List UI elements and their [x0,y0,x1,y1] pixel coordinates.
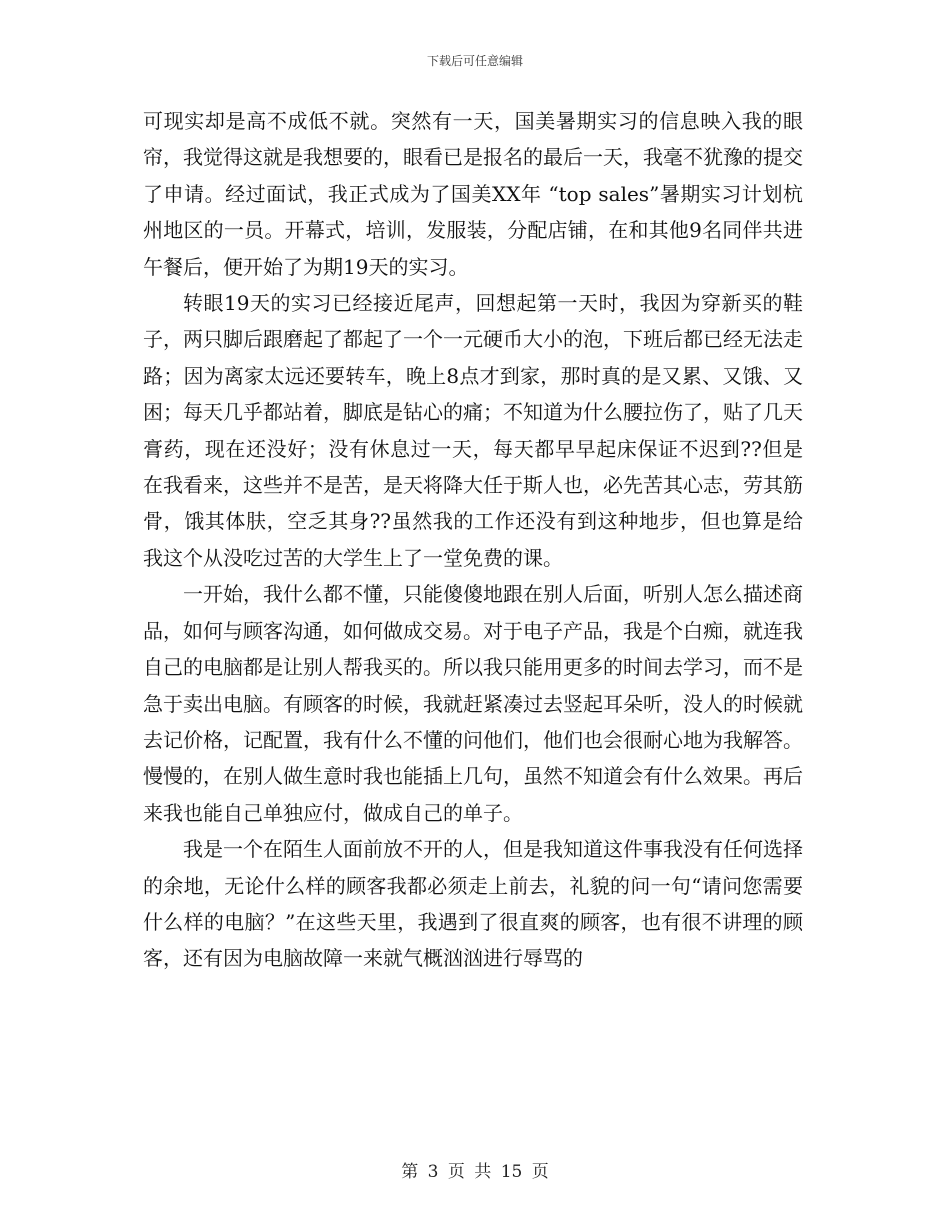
paragraph-2: 转眼19天的实习已经接近尾声，回想起第一天时，我因为穿新买的鞋子，两只脚后跟磨起了都起了一个一元硬币大小的泡，下班后都已经无法走路；因为离家太远还要转车，晚上8点才到家，那时真的是又累、又饿、又困；每天几乎都站着，脚底是钻心的痛；不知道为什么腰拉伤了，贴了几天膏药，现在还没好；没有休息过一天，每天都早早起床保证不迟到??但是在我看来，这些并不是苦，是天将降大任于斯人也，必先苦其心志，劳其筋骨，饿其体肤，空乏其身??虽然我的工作还没有到这种地步，但也算是给我这个从没吃过苦的大学生上了一堂免费的课。 [143,291,803,570]
page-footer: 第 3 页 共 15 页 [401,1162,549,1182]
paragraph-1: 可现实却是高不成低不就。突然有一天，国美暑期实习的信息映入我的眼帘，我觉得这就是我想要的，眼看已是报名的最后一天，我毫不犹豫的提交了申请。经过面试，我正式成为了国美XX年 “top sales”暑期实习计划杭州地区的一员。开幕式，培训，发服装，分配店铺，在和其他9名同伴共进午餐后，便开始了为期19天的实习。 [143,109,803,279]
paragraph-3: 一开始，我什么都不懂，只能傻傻地跟在别人后面，听别人怎么描述商品，如何与顾客沟通，如何做成交易。对于电子产品，我是个白痴，就连我自己的电脑都是让别人帮我买的。所以我只能用更多的时间去学习，而不是急于卖出电脑。有顾客的时候，我就赶紧凑过去竖起耳朵听，没人的时候就去记价格，记配置，我有什么不懂的问他们，他们也会很耐心地为我解答。慢慢的，在别人做生意时我也能插上几句，虽然不知道会有什么效果。再后来我也能自己单独应付，做成自己的单子。 [143,582,803,825]
paragraph-4: 我是一个在陌生人面前放不开的人，但是我知道这件事我没有任何选择的余地，无论什么样的顾客我都必须走上前去，礼貌的问一句“请问您需要什么样的电脑？”在这些天里，我遇到了很直爽的顾客，也有很不讲理的顾客，还有因为电脑故障一来就气概汹汹进行辱骂的 [143,837,803,971]
document-body [143,103,803,977]
page-header: 下载后可任意编辑 [426,54,523,68]
